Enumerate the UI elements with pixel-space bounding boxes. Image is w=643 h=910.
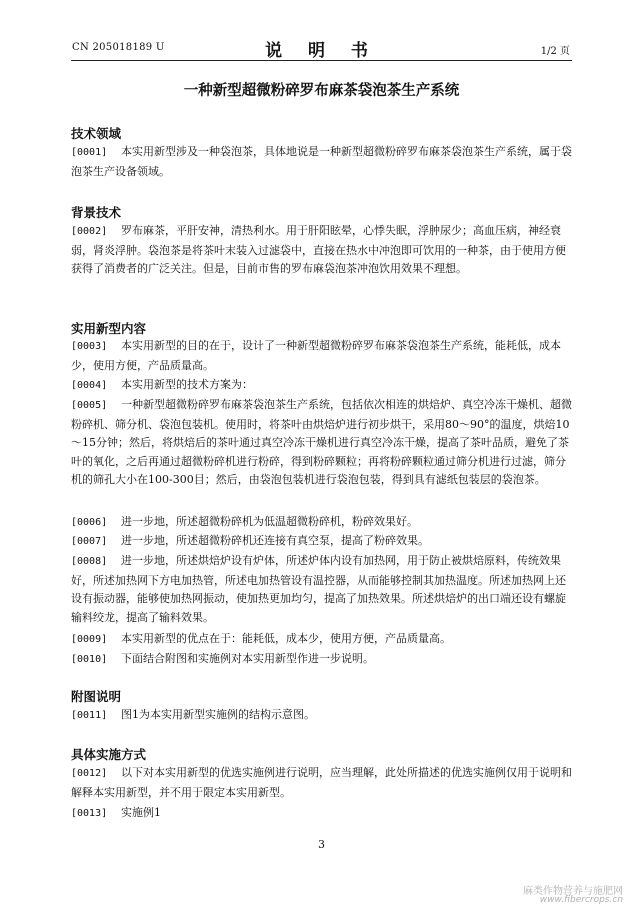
- paragraph-text: 进一步地，所述超微粉碎机为低温超微粉碎机，粉碎效果好。: [121, 515, 418, 528]
- paragraph-text: 罗布麻茶，平肝安神，清热利水。用于肝阳眩晕，心悸失眠，浮肿尿少；高血压病，神经衰弱，肾炎浮肿。袋泡茶是将茶叶末装入过滤袋中，直接在热水中冲泡即可饮用的一种茶，由于使用方便获得了消费者的广泛关注。但是，目前市售的罗布麻袋泡茶冲泡饮用效果不理想。: [71, 224, 566, 275]
- paragraph-text: 本实用新型涉及一种袋泡茶，具体地说是一种新型超微粉碎罗布麻茶袋泡茶生产系统，属于袋泡茶生产设备领域。: [71, 145, 572, 178]
- paragraph-text: 以下对本实用新型的优选实施例进行说明，应当理解，此处所描述的优选实施例仅用于说明和解释本实用新型，并不用于限定本实用新型。: [71, 766, 572, 799]
- paragraph-0006: [71, 513, 574, 533]
- paragraph-number: [0005]: [71, 400, 108, 411]
- paragraph-number: [0004]: [71, 380, 108, 391]
- paragraph-0008: [71, 552, 574, 627]
- page-of-label: 1/2 页: [540, 46, 570, 57]
- paragraph-number: [0006]: [71, 517, 108, 528]
- paragraph-number: [0002]: [71, 226, 108, 237]
- paragraph-0011: [71, 706, 574, 726]
- paragraph-text: 进一步地，所述烘焙炉设有炉体，所述炉体内设有加热网，用于防止被烘焙原料，传统效果好，所述加热网下方电加热管，所述电加热管设有温控器，从而能够控制其加热温度。所述加热网上还设有振动器，能够使加热网振动，使加热更加均匀，提高了加热效果。所述烘焙炉的出口端还设有螺旋输料绞龙，提高了输料效果。: [71, 554, 566, 624]
- section-heading-background: 背景技术: [71, 205, 122, 220]
- paragraph-number: [0010]: [71, 654, 108, 665]
- paragraph-number: [0013]: [71, 808, 108, 819]
- paragraph-0001: [71, 143, 574, 181]
- paragraph-0004: [71, 376, 574, 396]
- paragraph-number: [0008]: [71, 556, 108, 567]
- paragraph-0007: [71, 532, 574, 552]
- header-rule: [71, 60, 572, 61]
- section-heading-content: 实用新型内容: [71, 321, 147, 336]
- watermark-text: 麻类作物营养与施肥网: [523, 886, 623, 897]
- document-title: 一种新型超微粉碎罗布麻茶袋泡茶生产系统: [183, 82, 460, 99]
- paragraph-0013: [71, 804, 574, 824]
- section-heading-field: 技术领域: [71, 126, 122, 141]
- paragraph-0010: [71, 650, 574, 670]
- paragraph-0009: [71, 630, 574, 650]
- paragraph-number: [0009]: [71, 634, 108, 645]
- paragraph-0005: [71, 396, 574, 490]
- paragraph-0003: [71, 337, 574, 375]
- header-title: 说 明 书: [265, 41, 378, 61]
- paragraph-text: 图1为本实用新型实施例的结构示意图。: [121, 708, 315, 721]
- paragraph-text: 进一步地，所述超微粉碎机还连接有真空泵，提高了粉碎效果。: [121, 534, 429, 547]
- section-heading-drawings: 附图说明: [71, 689, 122, 704]
- page-number: 3: [318, 838, 325, 851]
- paragraph-text: 一种新型超微粉碎罗布麻茶袋泡茶生产系统，包括依次相连的烘焙炉、真空冷冻干燥机、超微粉碎机、筛分机、袋泡包装机。使用时，将茶叶由烘焙炉进行初步烘干，采用80～90°的温度，烘焙10～15分钟；然后，将烘焙后的茶叶通过真空冷冻干燥机进行真空冷冻干燥，提高了茶叶品质，避免了茶叶的氧化，之后再通过超微粉碎机进行粉碎，得到粉碎颗粒；再将粉碎颗粒通过筛分机进行过滤，筛分机的筛孔大小在100-300目；然后，由袋泡包装机进行袋泡包装，得到具有滤纸包装层的袋泡茶。: [71, 398, 572, 486]
- paragraph-text: 下面结合附图和实施例对本实用新型作进一步说明。: [121, 652, 374, 665]
- paragraph-0002: [71, 222, 574, 279]
- paragraph-number: [0007]: [71, 536, 108, 547]
- paragraph-text: 本实用新型的目的在于，设计了一种新型超微粉碎罗布麻茶袋泡茶生产系统，能耗低，成本少，使用方便，产品质量高。: [71, 339, 561, 372]
- paragraph-number: [0011]: [71, 710, 108, 721]
- section-heading-embodiment: 具体实施方式: [71, 747, 147, 762]
- paragraph-number: [0012]: [71, 768, 108, 779]
- paragraph-text: 实施例1: [121, 806, 161, 819]
- paragraph-text: 本实用新型的优点在于：能耗低，成本少，使用方便，产品质量高。: [121, 632, 451, 645]
- paragraph-number: [0001]: [71, 147, 108, 158]
- paragraph-number: [0003]: [71, 341, 108, 352]
- paragraph-0012: [71, 764, 574, 802]
- watermark-url: www.fibercrops.cn: [539, 895, 623, 905]
- paragraph-text: 本实用新型的技术方案为：: [121, 378, 253, 391]
- patent-number: CN 205018189 U: [72, 42, 165, 53]
